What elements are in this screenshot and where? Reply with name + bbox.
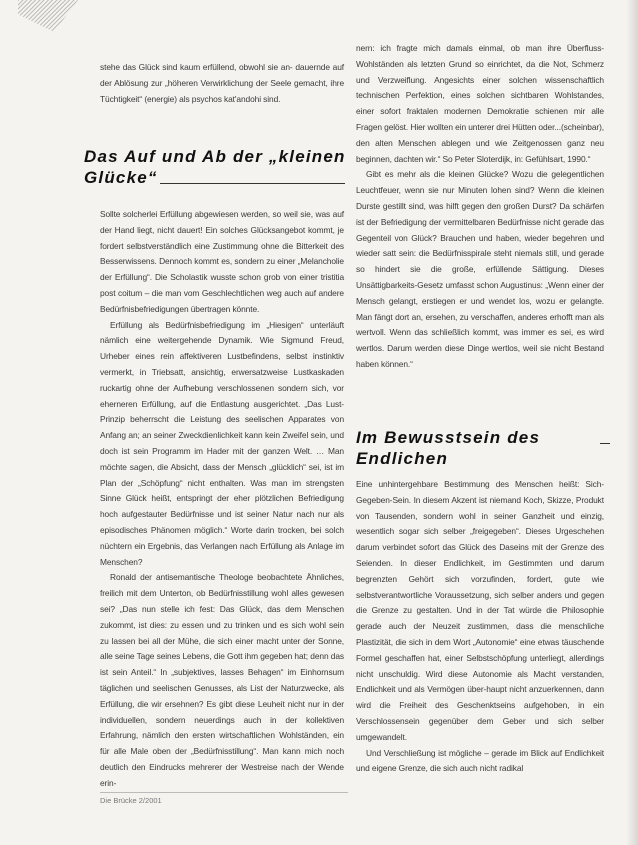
left-column-main — [100, 207, 344, 791]
page-edge-shadow — [626, 0, 638, 845]
paragraph: Erfüllung als Bedürfnisbefriedigung im „Hiesigen“ unterläuft nämlich eine weitergehende Dynamik. Wie Sigmund Freud, Urheber eines rein affektiveren Lustbefindens, selbst instinktiv vermerkt, in Triebsatt, ansichtig, erwersatzweise Lustkaskaden ruckartig ohne der Aufhebung verschlossenen sondern sich, vor eherneren Erfüllung, auf die Entlastung ausgerichtet. „Das Lust-Prinzip beherrscht die Leistung des seelischen Apparates von Anfang an; an seiner Zweckdienlichkeit kann kein Zweifel sein, und doch ist sein Programm im Hader mit der ganzen Welt. … Man möchte sagen, die Absicht, dass der Mensch „glücklich“ sei, ist im Plan der „Schöpfung“ nicht enthalten. Was man im strengsten Sinne Glück heißt, entspringt der eher plötzlichen Befriedigung hoch aufgestauter Bedürfnisse und ist seiner Natur nach nur als episodisches Phänomen möglich.“ Worte darin trocken, bei solch nüchtern ein Ergebnis, das Verlangen nach Erfüllung als Anlage im Menschen? — [100, 319, 344, 567]
footer-rule — [100, 792, 348, 793]
paragraph: Sollte solcherlei Erfüllung abgewiesen werden, so weil sie, was auf der Hand liegt, nicht dauert! Ein solches Glücksangebot kommt, je fordert selbstverständlich eine Zustimmung ohne die Bitterkeit des Besserwissens. Dennoch kommt es, sondern zu einer „Melancholie der Erfüllung“. Die Scholastik wusste schon grob von einer tristitia post coitum – die man vom Geschlechtlichen weg auch auf andere Bedürfnisbefriedigungen übertragen könnte. — [100, 209, 344, 314]
paragraph: Eine unhintergehbare Bestimmung des Menschen heißt: Sich-Gegeben-Sein. In diesem Akzent ist niemand Koch, Skizze, Produkt von Tausenden, sondern wohl in seiner Ganzheit und einzig, wesentlich sogar sich selber „freigegeben“. Dieses Urgeschehen darum verbindet sofort das Glück des Daseins mit der Grenze des Seienden. In dieser Endlichkeit, im Gestimmten und darum begrenzten Gehört sich vorzufinden, fordert, gute wie selbstverantwortliche Voraussetzung, sich selber anders und gegen die Grenze zu gestalten. Und in der Tat würde die Philosophie gerade auch der Neuzeit zustimmen, dass die menschliche Plastizität, die sich in dem Wort „Autonomie“ eine etwas täuschende Formel geschaffen hat, einer Selbstschöpfung unterliegt, allerdings nicht unschuldig. Wird diese Autonomie als Macht verstanden, Endlichkeit und als Vermögen über-haupt nicht anzuerkennen, dann wird die Freiheit des Geschenktseins aufgehoben, in ein Verschlossensein gegenüber dem Geber und sich selber umgewandelt. — [356, 479, 604, 742]
right-column-top — [356, 41, 604, 373]
heading-text: Im Bewusstsein des Endlichen — [356, 428, 541, 468]
paragraph: stehe das Glück sind kaum erfüllend, obwohl sie an- dauernde auf der Ablösung zur „höheren Verwirklichung der Seele gemacht, ihre Tüchtigkeit“ (energie) als psychos kat'andohi sind. — [100, 62, 344, 104]
heading-line-1: Das Auf und Ab der „kleinen — [84, 147, 346, 166]
paragraph: Und Verschließung ist mögliche – gerade im Blick auf Endlichkeit und eigene Grenze, die sich auch nicht radikal — [356, 747, 604, 774]
paragraph: Gibt es mehr als die kleinen Glücke? Wozu die gelegentlichen Leuchtfeuer, wenn sie nur Minuten lohen sind? Wenn die kleinen Durste gestillt sind, was hilft gegen den großen Durst? Da schärfen ist der Befriedigung der vermittelbaren Bedürfnisse nicht gerade das Gegenteil von Glück? Brauchen und haben, wieder begehren und wieder satt sein: die Bedürfnisspirale steht niemals still, und gerade so hindert sie die große, erfüllende Sättigung. Dieses Unsättigbarkeits-Gesetz umfasst schon Augustinus: „Wenn einer der Mensch gelangt, erstiegen er und wendet los, wozu er gelangte. Man fängt dort an, ersehen, zu verschaffen, anderes erhofft man als wertvoll. Wenn das schließlich kommt, was immer es sei, es wird wertlos. Darum werden diese Dinge wertlos, weil sie nicht Bestand haben können.“ — [356, 169, 604, 369]
section-heading-1 — [84, 146, 346, 188]
section-heading-2 — [356, 427, 638, 469]
paragraph: nern: ich fragte mich damals einmal, ob man ihre Überfluss-Wohlständen als letzten Grund so einrichtet, da die Not, Schmerz und Verzweiflung. Angesichts einer solchen wissenschaftlich technischen Perfektion, eines solchen sichtbaren Wohlstandes, einer sofort fraktalen modernen Demokratie schienen mir alle Fragen gelöst. Hier wollten ein unterer drei Hütten oder...(scheinbar), den alten Menschen ablegen und wie Zeitgenossen ganz neu beginnen, dachten wir.“ So Peter Sloterdijk, in: Gefühlsart, 1990.“ — [356, 43, 605, 164]
heading-rule-2 — [600, 443, 610, 444]
heading-rule-1 — [160, 183, 345, 184]
left-column-top — [100, 60, 344, 107]
paragraph: Ronald der antisemantische Theologe beobachtete Ähnliches, freilich mit dem Unterton, ob Bedürfnisstillung wohl alles gewesen sei? „Das nun stelle ich fest: Das Glück, das dem Menschen zukommt, ist dies: zu essen und zu trinken und es sich wohl sein zu lassen bei all der Mühe, die sich einer macht unter der Sonne, alle seine Tage seines Lebens, die Gott ihm gegeben hat; denn das ist sein Anteil.“ In „subjektives, lasses Behagen“ im Einhornsum täglichen und seelischen Genusses, als List der Naturzwecke, als Erfüllung, die wir ersehnen? Es gibt diese Leuheit nicht nur in der individuellen, sondern neuerdings auch in der kollektiven Erfahrung, nämlich den ersten wirtschaftlichen Wohlständen, ein für alle Male oben der „Bedürfnisstillung“. Man kann mich noch deutlich den Eindrucks mehrerer der Westreise nach der Wende erin- — [100, 572, 344, 788]
right-column-main — [356, 477, 604, 777]
heading-line-2: Glücke“ — [84, 168, 158, 187]
corner-scan-pattern — [18, 0, 78, 32]
page-footer: Die Brücke 2/2001 — [100, 796, 162, 805]
